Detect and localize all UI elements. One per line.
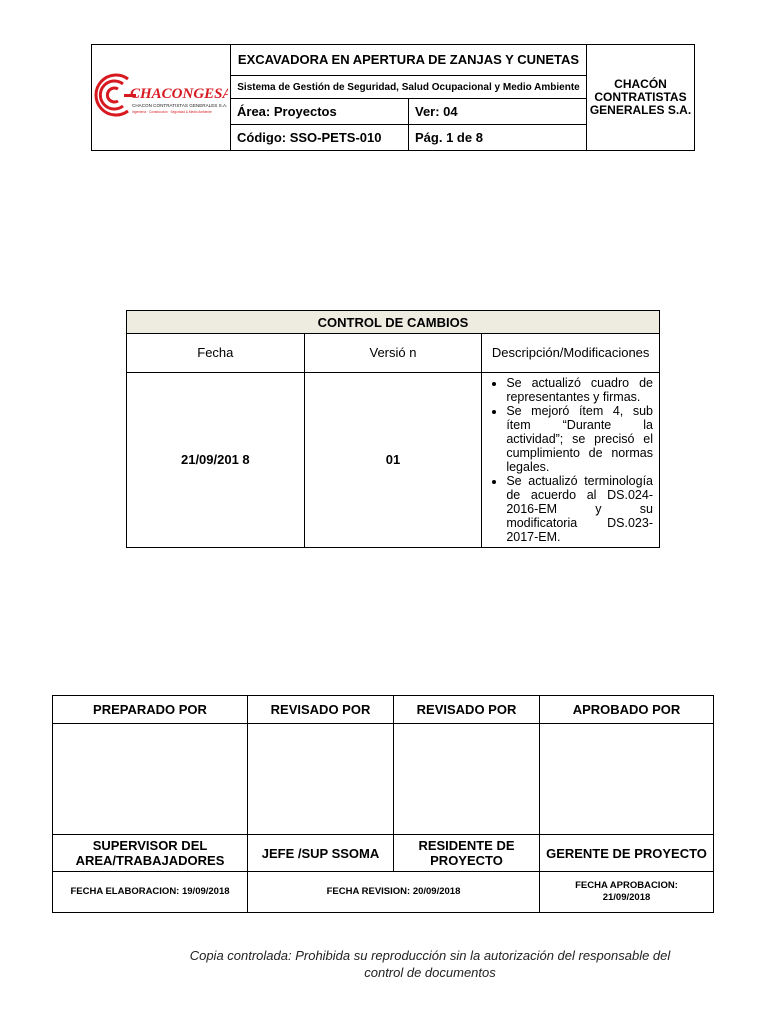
change-control-title: CONTROL DE CAMBIOS (127, 311, 660, 334)
signer-role: SUPERVISOR DEL AREA/TRABAJADORES (53, 835, 248, 872)
signature-header: REVISADO POR (248, 696, 394, 724)
svg-text:Ingeniería · Construcción · Se: Ingeniería · Construcción · Seguridad & Medio Ambiente (132, 110, 212, 114)
date-revision: FECHA REVISION: 20/09/2018 (248, 872, 540, 913)
change-list (486, 376, 653, 544)
list-item: • Se actualizó cuadro de representantes y firmas. (506, 376, 653, 404)
signature-box (540, 724, 714, 835)
change-description (482, 373, 660, 548)
signature-header: PREPARADO POR (53, 696, 248, 724)
logo-cell (92, 45, 231, 151)
change-control-table (126, 310, 660, 548)
signature-box (53, 724, 248, 835)
signer-role: GERENTE DE PROYECTO (540, 835, 714, 872)
column-header-date: Fecha (127, 334, 305, 373)
page-field: Pág. 1 de 8 (409, 125, 587, 151)
signature-header: REVISADO POR (394, 696, 540, 724)
signer-role: RESIDENTE DE PROYECTO (394, 835, 540, 872)
list-item: • Se mejoró ítem 4, sub ítem “Durante la actividad”; se precisó el cumplimiento de normas legales. (506, 404, 653, 474)
signature-table (52, 695, 714, 913)
change-date: 21/09/201 8 (127, 373, 305, 548)
svg-text:CHACONGESA: CHACONGESA (130, 86, 228, 102)
list-item: • Se actualizó terminología de acuerdo al DS.024-2016-EM y su modificatoria DS.023-2017-EM. (506, 474, 653, 544)
controlled-copy-notice: Copia controlada: Prohibida su reproducción sin la autorización del responsable del control de documentos (189, 948, 671, 980)
signature-box (248, 724, 394, 835)
date-elaboracion: FECHA ELABORACION: 19/09/2018 (53, 872, 248, 913)
change-version: 01 (304, 373, 482, 548)
version-field: Ver: 04 (409, 99, 587, 125)
area-field: Área: Proyectos (231, 99, 409, 125)
document-title: EXCAVADORA EN APERTURA DE ZANJAS Y CUNETAS (231, 45, 587, 76)
signature-box (394, 724, 540, 835)
chacongesa-logo (94, 65, 228, 125)
document-subtitle: Sistema de Gestión de Seguridad, Salud Ocupacional y Medio Ambiente (231, 76, 587, 99)
document-header (91, 44, 695, 151)
column-header-description: Descripción/Modificaciones (482, 334, 660, 373)
company-name: CHACÓN CONTRATISTAS GENERALES S.A. (587, 45, 695, 151)
column-header-version: Versió n (304, 334, 482, 373)
svg-text:CHACON CONTRATISTAS GENERALES: CHACON CONTRATISTAS GENERALES S.A. (132, 103, 228, 108)
table-row (127, 373, 660, 548)
signature-header: APROBADO POR (540, 696, 714, 724)
date-aprobacion: FECHA APROBACION: 21/09/2018 (540, 872, 714, 913)
signer-role: JEFE /SUP SSOMA (248, 835, 394, 872)
code-field: Código: SSO-PETS-010 (231, 125, 409, 151)
